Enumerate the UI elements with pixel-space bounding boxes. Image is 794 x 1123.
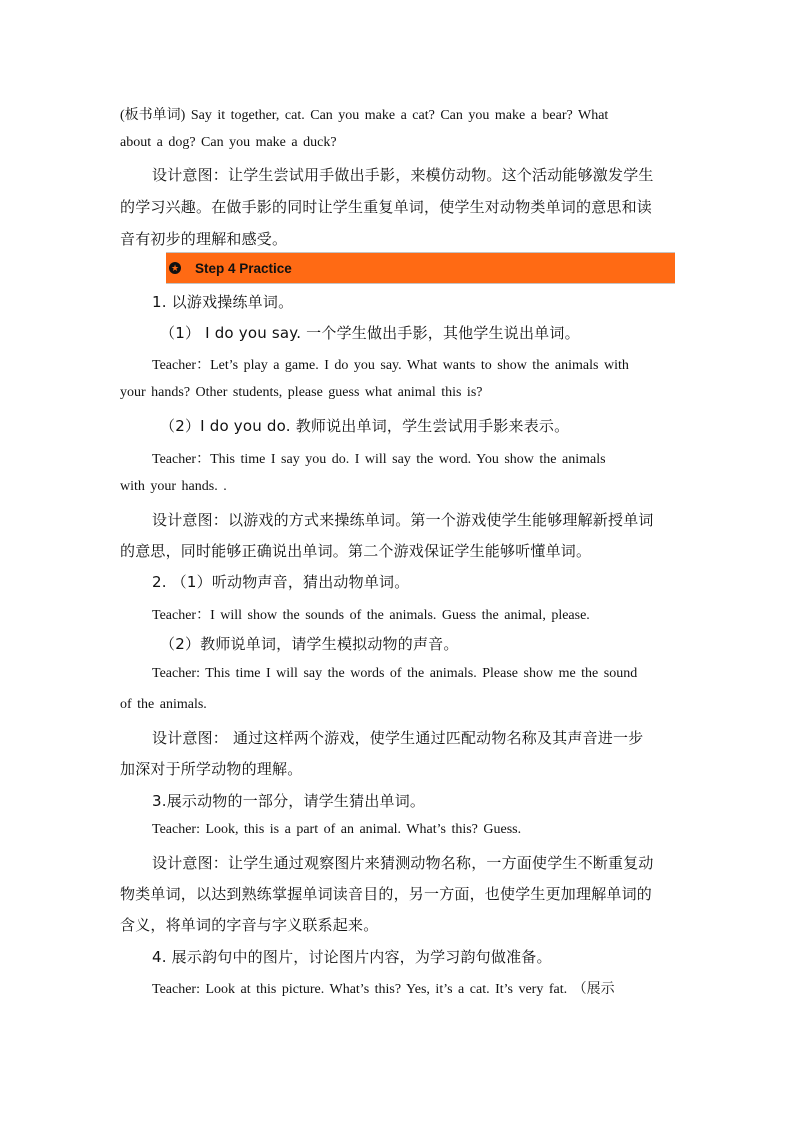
teacher-line-4a: Teacher: This time I will say the words of the animals. Please show me the sound bbox=[152, 666, 638, 681]
star-circle-icon: ★ bbox=[170, 263, 180, 273]
practice-item-4: 4. 展示韵句中的图片，讨论图片内容，为学习韵句做准备。 bbox=[152, 948, 552, 966]
teacher-line-1b: your hands? Other students, please guess what animal this is? bbox=[120, 385, 483, 400]
teacher-line-3: Teacher：I will show the sounds of the animals. Guess the animal, please. bbox=[152, 608, 590, 623]
design-intent-4-line-3: 含义，将单词的字音与字义联系起来。 bbox=[120, 916, 379, 934]
design-intent-3-line-1: 设计意图： 通过这样两个游戏，使学生通过匹配动物名称及其声音进一步 bbox=[152, 729, 644, 747]
design-intent-4-line-1: 设计意图：让学生通过观察图片来猜测动物名称，一方面使学生不断重复动 bbox=[152, 854, 654, 872]
teacher-line-2b: with your hands. . bbox=[120, 479, 227, 494]
teacher-line-2a: Teacher：This time I say you do. I will say the word. You show the animals bbox=[152, 452, 606, 467]
intro-line-1: (板书单词) Say it together, cat. Can you make a cat? Can you make a bear? What bbox=[120, 108, 609, 123]
teacher-line-6: Teacher: Look at this picture. What’s this? Yes, it’s a cat. It’s very fat. （展示 bbox=[152, 982, 615, 997]
step-4-banner bbox=[166, 252, 675, 284]
intro-line-2: about a dog? Can you make a duck? bbox=[120, 135, 337, 150]
step-4-label: Step 4 Practice bbox=[195, 260, 292, 276]
design-intent-1-line-2: 的学习兴趣。在做手影的同时让学生重复单词，使学生对动物类单词的意思和读 bbox=[120, 198, 653, 216]
design-intent-3-line-2: 加深对于所学动物的理解。 bbox=[120, 760, 303, 778]
design-intent-2-line-2: 的意思，同时能够正确说出单词。第二个游戏保证学生能够听懂单词。 bbox=[120, 542, 592, 560]
practice-item-1: 1. 以游戏操练单词。 bbox=[152, 293, 294, 311]
teacher-line-5: Teacher: Look, this is a part of an animal. What’s this? Guess. bbox=[152, 822, 522, 837]
design-intent-1-line-3: 音有初步的理解和感受。 bbox=[120, 230, 288, 248]
teacher-line-1a: Teacher：Let’s play a game. I do you say. What wants to show the animals with bbox=[152, 358, 629, 373]
teacher-line-4b: of the animals. bbox=[120, 697, 207, 712]
practice-item-1a: （1） I do you say. 一个学生做出手影，其他学生说出单词。 bbox=[160, 324, 580, 342]
practice-item-2: 2. （1）听动物声音，猜出动物单词。 bbox=[152, 573, 410, 591]
practice-item-1b: （2）I do you do. 教师说出单词，学生尝试用手影来表示。 bbox=[160, 417, 570, 435]
design-intent-4-line-2: 物类单词，以达到熟练掌握单词读音目的，另一方面，也使学生更加理解单词的 bbox=[120, 885, 653, 903]
practice-item-2b: （2）教师说单词，请学生模拟动物的声音。 bbox=[160, 635, 459, 653]
design-intent-2-line-1: 设计意图：以游戏的方式来操练单词。第一个游戏使学生能够理解新授单词 bbox=[152, 511, 654, 529]
practice-item-3: 3.展示动物的一部分，请学生猜出单词。 bbox=[152, 792, 426, 810]
design-intent-1-line-1: 设计意图：让学生尝试用手做出手影，来模仿动物。这个活动能够激发学生 bbox=[152, 166, 654, 184]
